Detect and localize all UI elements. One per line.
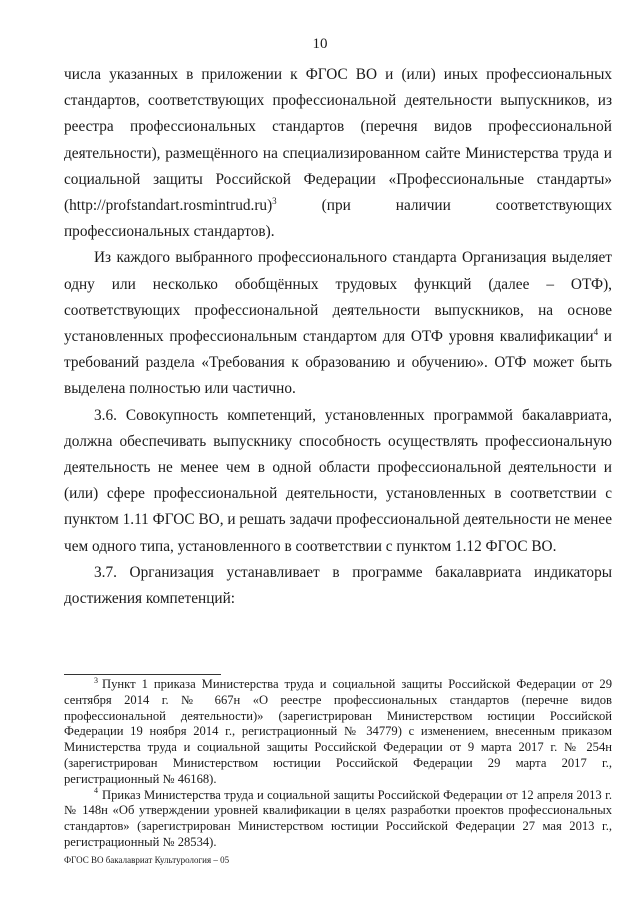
footnote-marker: 4 [94,786,98,796]
paragraph-text: 3.7. Организация устанавливает в программе бакалавриата индикаторы достижения компетенций: [64,563,612,608]
footnotes [64,677,612,851]
footnote-3 [64,677,612,788]
footnote-ref-4: 4 [593,326,599,337]
paragraph-text: Из каждого выбранного профессионального стандарта Организация выделяет одну или несколько обобщённых трудовых функций (далее – ОТФ), соответствующих профессиональной деятельности выпускников, на основе установленных профессиональным стандартом для ОТФ уровня квалификации [64,249,612,346]
paragraph-text-tail: и требований раздела «Требования к образованию и обучению». ОТФ может быть выделена полностью или частично. [64,328,612,398]
footnote-4 [64,788,612,851]
footnote-text: Приказ Министерства труда и социальной защиты Российской Федерации от 12 апреля 2013 г. № 148н «Об утверждении уровней квалификации в целях разработки проектов профессиональных стандартов» (зарегистрирован Министерством юстиции Российской Федерации 27 мая 2013 г., регистрационный № 28534). [64,787,612,849]
paragraph-text-tail: (при наличии соответствующих профессиональных стандартов). [64,197,612,241]
paragraph-3-7 [64,560,612,612]
main-text [64,62,612,612]
paragraph-otf [64,245,612,402]
footnote-divider [64,674,221,675]
footnote-marker: 3 [94,675,98,685]
footnote-ref-3: 3 [272,195,277,206]
footnote-text: Пункт 1 приказа Министерства труда и социальной защиты Российской Федерации от 29 сентября 2014 г. № 667н «О реестре профессиональных стандартов (перечне видов профессиональной деятельности)» (зарегистрирован Министерством юстиции Российской Федерации 19 ноября 2014 г., регистрационный № 34779) с изменением, внесенным приказом Министерства труда и социальной защиты Российской Федерации от 9 марта 2017 г. № 254н (зарегистрирован Министерством юстиции Российской Федерации 29 марта 2017 г., регистрационный № 46168). [64,677,612,786]
paragraph-continuation [64,62,612,245]
page-number: 10 [312,36,328,52]
page-footer: ФГОС ВО бакалавриат Культурология – 05 [64,855,230,865]
paragraph-text: 3.6. Совокупность компетенций, установленных программой бакалавриата, должна обеспечивать выпускнику способность осуществлять профессиональную деятельность не менее чем в одной области профессиональной деятельности и (или) сфере профессиональной деятельности, установленных в соответствии с пунктом 1.11 ФГОС ВО, и решать задачи профессиональной деятельности не менее чем одного типа, установленного в соответствии с пунктом 1.12 ФГОС ВО. [64,406,612,555]
paragraph-3-6 [64,403,612,560]
paragraph-text: числа указанных в приложении к ФГОС ВО и (или) иных профессиональных стандартов, соответствующих профессиональной деятельности выпускников, из реестра профессиональных стандартов (перечня видов профессиональной деятельности), размещённого на специализированном сайте Министерства труда и социальной защиты Российской Федерации «Профессиональные стандарты» (http://profstandart.rosmintrud.ru) [64,66,612,215]
